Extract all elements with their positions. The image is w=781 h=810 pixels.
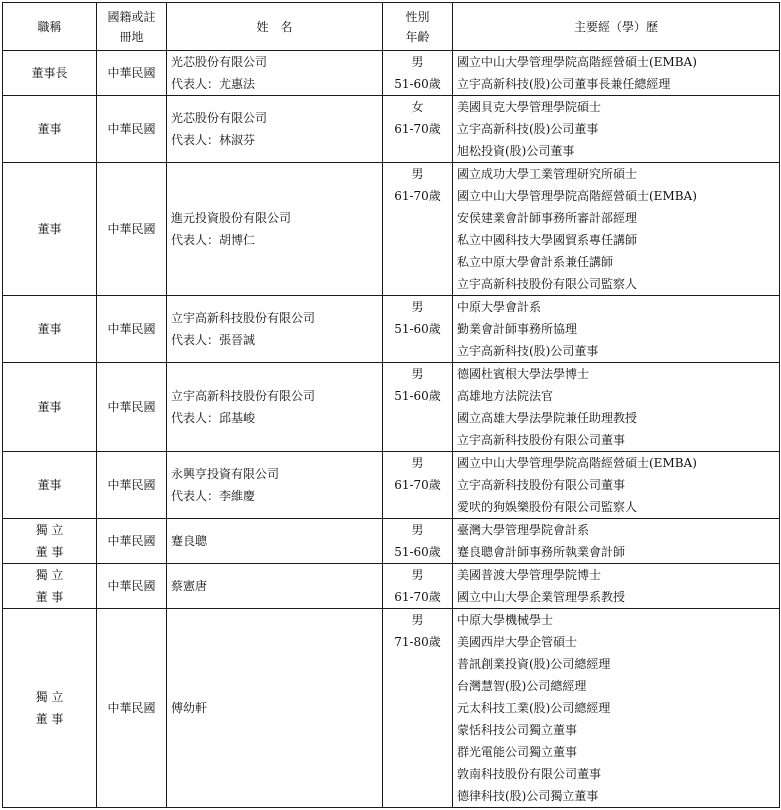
table-row <box>3 519 780 564</box>
experience-item: 立宇高新科技(股)公司董事長兼任總經理 <box>457 77 671 91</box>
experience-cell <box>453 51 780 96</box>
experience-item: 立宇高新科技股份有限公司監察人 <box>457 277 638 291</box>
experience-cell <box>453 609 780 808</box>
header-experience-label: 主要經（學）歷 <box>573 19 658 34</box>
name-text: 進元投資股份有限公司 <box>171 211 292 225</box>
header-experience <box>453 3 780 51</box>
sex-text: 女 <box>411 100 424 114</box>
sex-age-cell <box>383 163 453 296</box>
age-text: 61-70歲 <box>394 189 441 203</box>
name-text: 立宇高新科技股份有限公司 <box>171 311 316 325</box>
nationality-cell <box>97 363 167 452</box>
sex-age-cell <box>383 519 453 564</box>
experience-item: 國立中山大學管理學院高階經營碩士(EMBA) <box>457 55 697 69</box>
experience-item: 美國西岸大學企管碩士 <box>457 635 578 649</box>
name-text: 永興亨投資有限公司 <box>171 467 280 481</box>
sex-age-cell <box>383 452 453 519</box>
title-text: 董 事 <box>35 545 64 559</box>
age-text: 71-80歲 <box>394 635 441 649</box>
sex-text: 男 <box>411 456 424 470</box>
experience-item: 敦南科技股份有限公司董事 <box>457 767 602 781</box>
header-age-line: 年齡 <box>405 29 430 44</box>
experience-item: 勤業會計師事務所協理 <box>457 322 578 336</box>
title-cell <box>3 609 97 808</box>
nationality-cell <box>97 564 167 609</box>
sex-age-cell <box>383 564 453 609</box>
name-cell <box>167 296 383 363</box>
sex-age-cell <box>383 609 453 808</box>
title-text: 董事 <box>37 122 62 136</box>
name-cell <box>167 51 383 96</box>
experience-item: 美國貝克大學管理學院碩士 <box>457 100 602 114</box>
table-row <box>3 296 780 363</box>
experience-item: 國立中山大學管理學院高階經營碩士(EMBA) <box>457 456 697 470</box>
nationality-text: 中華民國 <box>107 322 156 336</box>
name-text: 光芯股份有限公司 <box>171 111 268 125</box>
table-row <box>3 96 780 163</box>
name-cell <box>167 96 383 163</box>
age-text: 51-60歲 <box>394 77 441 91</box>
sex-age-cell <box>383 296 453 363</box>
experience-item: 德律科技(股)公司獨立董事 <box>457 789 599 803</box>
sex-age-cell <box>383 51 453 96</box>
experience-item: 國立高雄大學法學院兼任助理教授 <box>457 411 638 425</box>
sex-text: 男 <box>411 613 424 627</box>
sex-text: 男 <box>411 300 424 314</box>
title-text: 獨 立 <box>35 568 64 582</box>
name-cell <box>167 363 383 452</box>
experience-item: 群光電能公司獨立董事 <box>457 745 578 759</box>
name-cell <box>167 519 383 564</box>
experience-item: 立宇高新科技股份有限公司董事 <box>457 433 626 447</box>
name-text: 代表人：胡博仁 <box>171 233 256 247</box>
nationality-text: 中華民國 <box>107 400 156 414</box>
age-text: 61-70歲 <box>394 478 441 492</box>
nationality-text: 中華民國 <box>107 534 156 548</box>
experience-item: 台灣慧智(股)公司總經理 <box>457 679 587 693</box>
experience-item: 臺灣大學管理學院會計系 <box>457 523 590 537</box>
experience-cell <box>453 564 780 609</box>
nationality-cell <box>97 452 167 519</box>
experience-item: 國立中山大學管理學院高階經營碩士(EMBA) <box>457 189 697 203</box>
title-cell <box>3 296 97 363</box>
title-text: 董 事 <box>35 712 64 726</box>
experience-item: 蹇良聰會計師事務所執業會計師 <box>457 545 626 559</box>
title-text: 獨 立 <box>35 690 64 704</box>
nationality-cell <box>97 51 167 96</box>
title-text: 董 事 <box>35 590 64 604</box>
sex-age-cell <box>383 96 453 163</box>
title-text: 獨 立 <box>35 523 64 537</box>
name-text: 蹇良聰 <box>171 534 208 548</box>
title-text: 董事 <box>37 400 62 414</box>
experience-item: 中原大學會計系 <box>457 300 542 314</box>
experience-cell <box>453 363 780 452</box>
experience-item: 立宇高新科技(股)公司董事 <box>457 344 599 358</box>
name-text: 光芯股份有限公司 <box>171 55 268 69</box>
name-text: 蔡憲唐 <box>171 579 208 593</box>
nationality-text: 中華民國 <box>107 122 156 136</box>
nationality-cell <box>97 163 167 296</box>
age-text: 51-60歲 <box>394 545 441 559</box>
title-cell <box>3 452 97 519</box>
table-row <box>3 163 780 296</box>
title-cell <box>3 96 97 163</box>
header-nationality-line-1: 國籍或註 <box>107 9 156 24</box>
experience-cell <box>453 163 780 296</box>
nationality-text: 中華民國 <box>107 222 156 236</box>
experience-cell <box>453 519 780 564</box>
sex-text: 男 <box>411 367 424 381</box>
age-text: 61-70歲 <box>394 590 441 604</box>
experience-item: 元太科技工業(股)公司總經理 <box>457 701 611 715</box>
experience-item: 德國杜賓根大學法學博士 <box>457 367 590 381</box>
age-text: 51-60歲 <box>394 389 441 403</box>
experience-item: 國立成功大學工業管理研究所碩士 <box>457 167 638 181</box>
sex-text: 男 <box>411 55 424 69</box>
experience-cell <box>453 296 780 363</box>
sex-text: 男 <box>411 523 424 537</box>
name-cell <box>167 452 383 519</box>
title-cell <box>3 519 97 564</box>
nationality-text: 中華民國 <box>107 66 156 80</box>
name-text: 傅幼軒 <box>171 701 208 715</box>
title-cell <box>3 363 97 452</box>
nationality-text: 中華民國 <box>107 701 156 715</box>
age-text: 61-70歲 <box>394 122 441 136</box>
header-title-label: 職稱 <box>37 19 62 34</box>
name-cell <box>167 564 383 609</box>
experience-item: 高雄地方法院法官 <box>457 389 554 403</box>
name-text: 代表人：張晉誠 <box>171 333 256 347</box>
nationality-cell <box>97 96 167 163</box>
title-cell <box>3 163 97 296</box>
table-header-row <box>3 3 780 51</box>
title-cell <box>3 564 97 609</box>
experience-cell <box>453 96 780 163</box>
name-text: 代表人：李維慶 <box>171 489 256 503</box>
board-members-table <box>2 2 780 808</box>
experience-item: 愛吠的狗娛樂股份有限公司監察人 <box>457 500 638 514</box>
age-text: 51-60歲 <box>394 322 441 336</box>
sex-text: 男 <box>411 568 424 582</box>
table-row <box>3 51 780 96</box>
table-row <box>3 452 780 519</box>
title-cell <box>3 51 97 96</box>
title-text: 董事 <box>37 478 62 492</box>
nationality-cell <box>97 519 167 564</box>
experience-item: 私立中國科技大學國貿系專任講師 <box>457 233 638 247</box>
header-nationality-line-2: 冊地 <box>119 29 144 44</box>
experience-item: 國立中山大學企業管理學系教授 <box>457 590 626 604</box>
header-sex-line: 性別 <box>405 9 430 24</box>
title-text: 董事長 <box>31 66 68 80</box>
name-text: 代表人：林淑芬 <box>171 133 256 147</box>
experience-item: 普訊創業投資(股)公司總經理 <box>457 657 611 671</box>
nationality-text: 中華民國 <box>107 478 156 492</box>
table-row <box>3 363 780 452</box>
experience-item: 蒙恬科技公司獨立董事 <box>457 723 578 737</box>
title-text: 董事 <box>37 222 62 236</box>
experience-item: 立宇高新科技(股)公司董事 <box>457 122 599 136</box>
experience-item: 安侯建業會計師事務所審計部經理 <box>457 211 638 225</box>
experience-item: 立宇高新科技股份有限公司董事 <box>457 478 626 492</box>
nationality-cell <box>97 609 167 808</box>
table-body <box>3 51 780 808</box>
experience-item: 美國普渡大學管理學院博士 <box>457 568 602 582</box>
experience-item: 私立中原大學會計系兼任講師 <box>457 255 614 269</box>
name-text: 代表人：邱基峻 <box>171 411 256 425</box>
name-text: 代表人：尤惠法 <box>171 77 256 91</box>
sex-text: 男 <box>411 167 424 181</box>
experience-item: 中原大學機械學士 <box>457 613 554 627</box>
header-sex-age <box>383 3 453 51</box>
name-cell <box>167 163 383 296</box>
header-nationality <box>97 3 167 51</box>
sex-age-cell <box>383 363 453 452</box>
header-name <box>167 3 383 51</box>
nationality-cell <box>97 296 167 363</box>
nationality-text: 中華民國 <box>107 579 156 593</box>
name-cell <box>167 609 383 808</box>
header-title <box>3 3 97 51</box>
header-name-label: 姓 名 <box>256 19 293 34</box>
title-text: 董事 <box>37 322 62 336</box>
table-row <box>3 564 780 609</box>
table-row <box>3 609 780 808</box>
experience-item: 旭松投資(股)公司董事 <box>457 144 575 158</box>
name-text: 立宇高新科技股份有限公司 <box>171 389 316 403</box>
experience-cell <box>453 452 780 519</box>
